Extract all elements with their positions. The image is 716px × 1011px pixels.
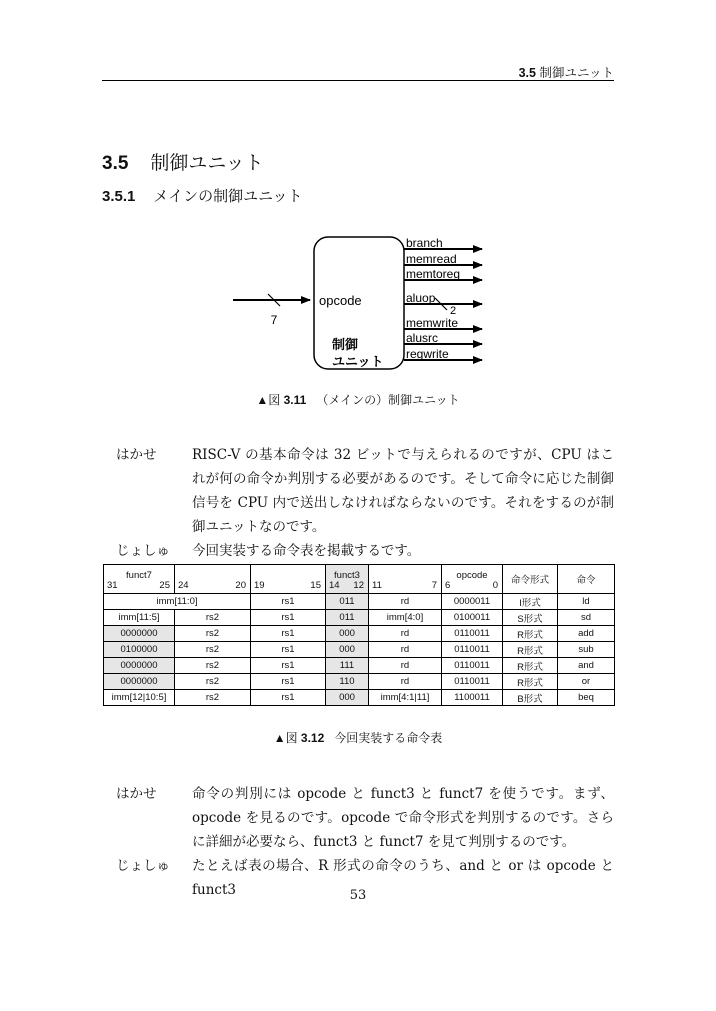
- output-label-alusrc: alusrc: [406, 331, 439, 345]
- figure-caption-3-12: [0, 729, 716, 746]
- speaker-name: じょしゅ: [116, 858, 170, 874]
- header-rd: 11 7: [369, 565, 442, 594]
- figure-number: 3.12: [300, 731, 325, 745]
- dialog-block-2: [102, 782, 614, 902]
- speaker-name: はかせ: [116, 447, 157, 463]
- header-instr: 命令: [558, 565, 615, 594]
- output-labels: [406, 236, 460, 361]
- table-header-row: [104, 565, 615, 594]
- figure-title: 今回実装する命令表: [334, 731, 443, 745]
- unit-label-2: ユニット: [332, 355, 384, 370]
- section-title: 制御ユニット: [150, 153, 264, 174]
- dialog-text: 命令の判別には opcode と funct3 と funct7 を使うです。まず、opcode を見るのです。opcode で命令形式を判別するのです。さらに詳細が必要なら、funct3 と funct7 を見て判別するのです。: [192, 786, 614, 850]
- control-unit-diagram: [0, 0, 716, 400]
- speaker-name: はかせ: [116, 786, 157, 802]
- dialog-entry: [102, 539, 614, 563]
- unit-label-1: 制御: [332, 338, 359, 353]
- output-label-branch: branch: [406, 236, 443, 250]
- opcode-label: opcode: [319, 293, 362, 308]
- table-row: 0000000 rs2 rs1 000 rd 0110011 R形式 add: [104, 626, 615, 642]
- running-header-num: 3.5: [518, 66, 536, 80]
- header-funct7: funct7 31 25: [104, 565, 175, 594]
- dialog-entry: [102, 443, 614, 539]
- output-label-memread: memread: [406, 252, 457, 266]
- output-label-memtoreg: memtoreg: [406, 267, 461, 281]
- output-label-aluop: aluop: [406, 291, 436, 305]
- figure-number: 3.11: [283, 393, 307, 407]
- header-format: 命令形式: [503, 565, 558, 594]
- figure-caption-3-11: [0, 391, 716, 408]
- table-row: imm[12|10:5] rs2 rs1 000 imm[4:1|11] 1100011 B形式 beq: [104, 690, 615, 706]
- speaker-name: じょしゅ: [116, 543, 170, 559]
- dialog-text: RISC-V の基本命令は 32 ビットで与えられるのですが、CPU はこれが何の命令か判別する必要があるのです。そして命令に応じた制御信号を CPU 内で送出しなければならないのです。それをするのが制御ユニットなのです。: [192, 447, 614, 535]
- dialog-entry: [102, 782, 614, 854]
- table-row: 0100000 rs2 rs1 000 rd 0110011 R形式 sub: [104, 642, 615, 658]
- subsection-title: メインの制御ユニット: [153, 188, 303, 205]
- aluop-width-label: 2: [449, 305, 457, 317]
- table-row: 0000000 rs2 rs1 110 rd 0110011 R形式 or: [104, 674, 615, 690]
- figure-marker: ▲図: [273, 731, 298, 745]
- header-rs2: 24 20: [175, 565, 251, 594]
- running-header-title: 制御ユニット: [539, 66, 614, 80]
- instruction-table: [103, 564, 615, 706]
- header-rs1: 19 15: [251, 565, 326, 594]
- table-row: imm[11:0] rs1 011 rd 0000011 I形式 ld: [104, 594, 615, 610]
- table-row: imm[11:5] rs2 rs1 011 imm[4:0] 0100011 S形式 sd: [104, 610, 615, 626]
- dialog-text: たとえば表の場合、R 形式の命令のうち、and と or は opcode と funct3: [192, 858, 614, 898]
- output-label-memwrite: memwrite: [406, 316, 459, 330]
- dialog-text: 今回実装する命令表を掲載するです。: [192, 543, 421, 559]
- output-label-regwrite: regwrite: [406, 347, 449, 361]
- page-number: 53: [349, 888, 367, 903]
- subsection-number: 3.5.1: [102, 188, 136, 205]
- table-row: 0000000 rs2 rs1 111 rd 0110011 R形式 and: [104, 658, 615, 674]
- dialog-block-1: [102, 443, 614, 563]
- figure-title: （メインの）制御ユニット: [316, 393, 460, 407]
- input-width-label: 7: [270, 313, 278, 327]
- header-opcode: opcode 6 0: [442, 565, 503, 594]
- header-funct3: funct3 14 12: [326, 565, 369, 594]
- figure-marker: ▲図: [256, 393, 281, 407]
- section-number: 3.5: [102, 153, 129, 174]
